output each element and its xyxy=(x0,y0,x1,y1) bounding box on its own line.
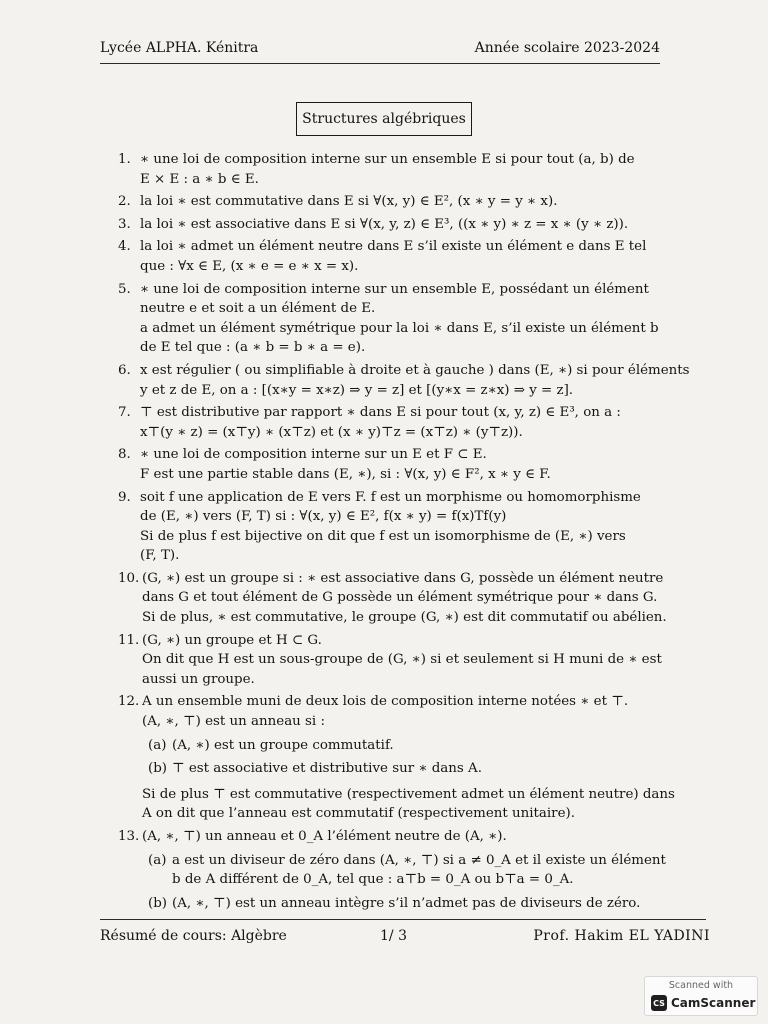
item-number: 11. xyxy=(118,632,140,648)
item-line: soit f une application de E vers F. f est un morphisme ou homomorphisme xyxy=(140,489,641,505)
sub-item-line: b de A différent de 0_A, tel que : a⊤b = 0_A ou b⊤a = 0_A. xyxy=(172,872,574,888)
definition-item xyxy=(118,488,673,566)
sub-item xyxy=(142,851,673,890)
item-line: ∗ une loi de composition interne sur un E et F ⊂ E. xyxy=(140,447,487,463)
item-line: x⊤(y ∗ z) = (x⊤y) ∗ (x⊤z) et (x ∗ y)⊤z = (x⊤z) ∗ (y⊤z)). xyxy=(140,424,523,440)
item-number: 9. xyxy=(118,489,131,505)
item-line: x est régulier ( ou simplifiable à droite et à gauche ) dans (E, ∗) si pour éléments xyxy=(140,362,690,378)
item-line: (G, ∗) est un groupe si : ∗ est associative dans G, possède un élément neutre xyxy=(142,570,664,586)
item-line: A un ensemble muni de deux lois de composition interne notées ∗ et ⊤. xyxy=(142,694,629,710)
definition-item xyxy=(118,445,673,484)
definition-item xyxy=(118,280,673,358)
item-line: dans G et tout élément de G possède un élément symétrique pour ∗ dans G. xyxy=(142,590,658,606)
item-line: y et z de E, on a : [(x∗y = x∗z) ⇒ y = z] et [(y∗x = z∗x) ⇒ y = z]. xyxy=(140,382,574,398)
item-number: 1. xyxy=(118,152,131,167)
sub-item-line: a est un diviseur de zéro dans (A, ∗, ⊤) si a ≠ 0_A et il existe un élément xyxy=(172,852,666,868)
definition-item xyxy=(118,150,673,189)
item-line: ⊤ est distributive par rapport ∗ dans E si pour tout (x, y, z) ∈ E³, on a : xyxy=(140,405,621,421)
item-line: Si de plus ⊤ est commutative (respectivement admet un élément neutre) dans xyxy=(142,786,675,802)
definition-item xyxy=(118,192,673,212)
item-line: E × E : a ∗ b ∈ E. xyxy=(140,171,259,187)
item-line: la loi ∗ est commutative dans E si ∀(x, y) ∈ E², (x ∗ y = y ∗ x). xyxy=(140,194,558,210)
definition-item xyxy=(118,569,673,628)
header-divider xyxy=(100,63,660,64)
item-line: a admet un élément symétrique pour la loi ∗ dans E, s’il existe un élément b xyxy=(140,320,659,336)
author-name: Prof. Hakim EL YADINI xyxy=(533,928,710,944)
sub-item-label: (a) xyxy=(148,852,167,868)
sub-item-label: (a) xyxy=(148,737,167,753)
item-line: (A, ∗, ⊤) un anneau et 0_A l’élément neutre de (A, ∗). xyxy=(142,829,507,844)
definition-item xyxy=(118,237,673,276)
footer-divider xyxy=(100,919,706,920)
sub-item-line: (A, ∗) est un groupe commutatif. xyxy=(172,737,394,753)
definitions-list xyxy=(118,150,690,917)
camscanner-watermark xyxy=(644,976,758,1016)
definition-item xyxy=(118,361,690,400)
item-line: (F, T). xyxy=(140,548,180,564)
school-year: Année scolaire 2023-2024 xyxy=(474,40,660,56)
item-number: 8. xyxy=(118,447,131,463)
definition-item xyxy=(118,692,673,824)
item-line: de (E, ∗) vers (F, T) si : ∀(x, y) ∈ E², f(x ∗ y) = f(x)Tf(y) xyxy=(140,509,507,525)
document-title-text: Structures algébriques xyxy=(302,111,466,127)
item-line: ∗ une loi de composition interne sur un ensemble E, possédant un élément xyxy=(140,281,649,297)
item-number: 7. xyxy=(118,405,131,421)
page-number: 1/ 3 xyxy=(380,928,407,944)
item-line: (A, ∗, ⊤) est un anneau si : xyxy=(142,714,325,730)
definition-item xyxy=(118,827,673,913)
item-number: 13. xyxy=(118,829,140,844)
item-number: 5. xyxy=(118,281,131,297)
definition-item xyxy=(118,215,673,235)
item-line: A on dit que l’anneau est commutatif (respectivement unitaire). xyxy=(142,806,575,822)
camscanner-name: CamScanner xyxy=(671,996,756,1010)
camscanner-logo-icon: CS xyxy=(651,995,667,1011)
school-name: Lycée ALPHA. Kénitra xyxy=(100,40,259,56)
item-number: 10. xyxy=(118,570,140,586)
sub-item-line: ⊤ est associative et distributive sur ∗ dans A. xyxy=(172,761,482,777)
item-number: 12. xyxy=(118,694,140,710)
item-line: de E tel que : (a ∗ b = b ∗ a = e). xyxy=(140,340,366,356)
item-line: aussi un groupe. xyxy=(142,671,255,687)
page-header xyxy=(100,40,660,62)
course-summary-label: Résumé de cours: Algèbre xyxy=(100,928,287,944)
sub-item xyxy=(142,894,673,914)
item-line: que : ∀x ∈ E, (x ∗ e = e ∗ x = x). xyxy=(140,258,359,274)
item-number: 4. xyxy=(118,239,131,255)
sub-item-line: (A, ∗, ⊤) est un anneau intègre s’il n’admet pas de diviseurs de zéro. xyxy=(172,895,641,911)
document-title xyxy=(296,102,472,136)
item-line: F est une partie stable dans (E, ∗), si : ∀(x, y) ∈ F², x ∗ y ∈ F. xyxy=(140,466,551,482)
sub-item xyxy=(142,759,673,779)
item-number: 6. xyxy=(118,362,131,378)
item-line: Si de plus f est bijective on dit que f est un isomorphisme de (E, ∗) vers xyxy=(140,528,626,544)
definition-item xyxy=(118,631,673,690)
sub-item-label: (b) xyxy=(148,761,168,777)
item-line: neutre e et soit a un élément de E. xyxy=(140,301,376,317)
sub-item-label: (b) xyxy=(148,895,168,911)
item-line: Si de plus, ∗ est commutative, le groupe (G, ∗) est dit commutatif ou abélien. xyxy=(142,610,667,626)
page-footer xyxy=(100,928,710,950)
item-line: ∗ une loi de composition interne sur un ensemble E si pour tout (a, b) de xyxy=(140,152,635,167)
item-paragraph xyxy=(142,785,673,824)
definition-item xyxy=(118,403,673,442)
item-line: On dit que H est un sous-groupe de (G, ∗) si et seulement si H muni de ∗ est xyxy=(142,652,662,668)
item-number: 3. xyxy=(118,216,131,232)
sub-item xyxy=(142,736,673,756)
item-line: (G, ∗) un groupe et H ⊂ G. xyxy=(142,632,322,648)
item-line: la loi ∗ admet un élément neutre dans E s’il existe un élément e dans E tel xyxy=(140,239,647,255)
scanned-with-text: Scanned with xyxy=(668,980,734,991)
item-number: 2. xyxy=(118,194,131,210)
item-line: la loi ∗ est associative dans E si ∀(x, y, z) ∈ E³, ((x ∗ y) ∗ z = x ∗ (y ∗ z)). xyxy=(140,216,629,232)
